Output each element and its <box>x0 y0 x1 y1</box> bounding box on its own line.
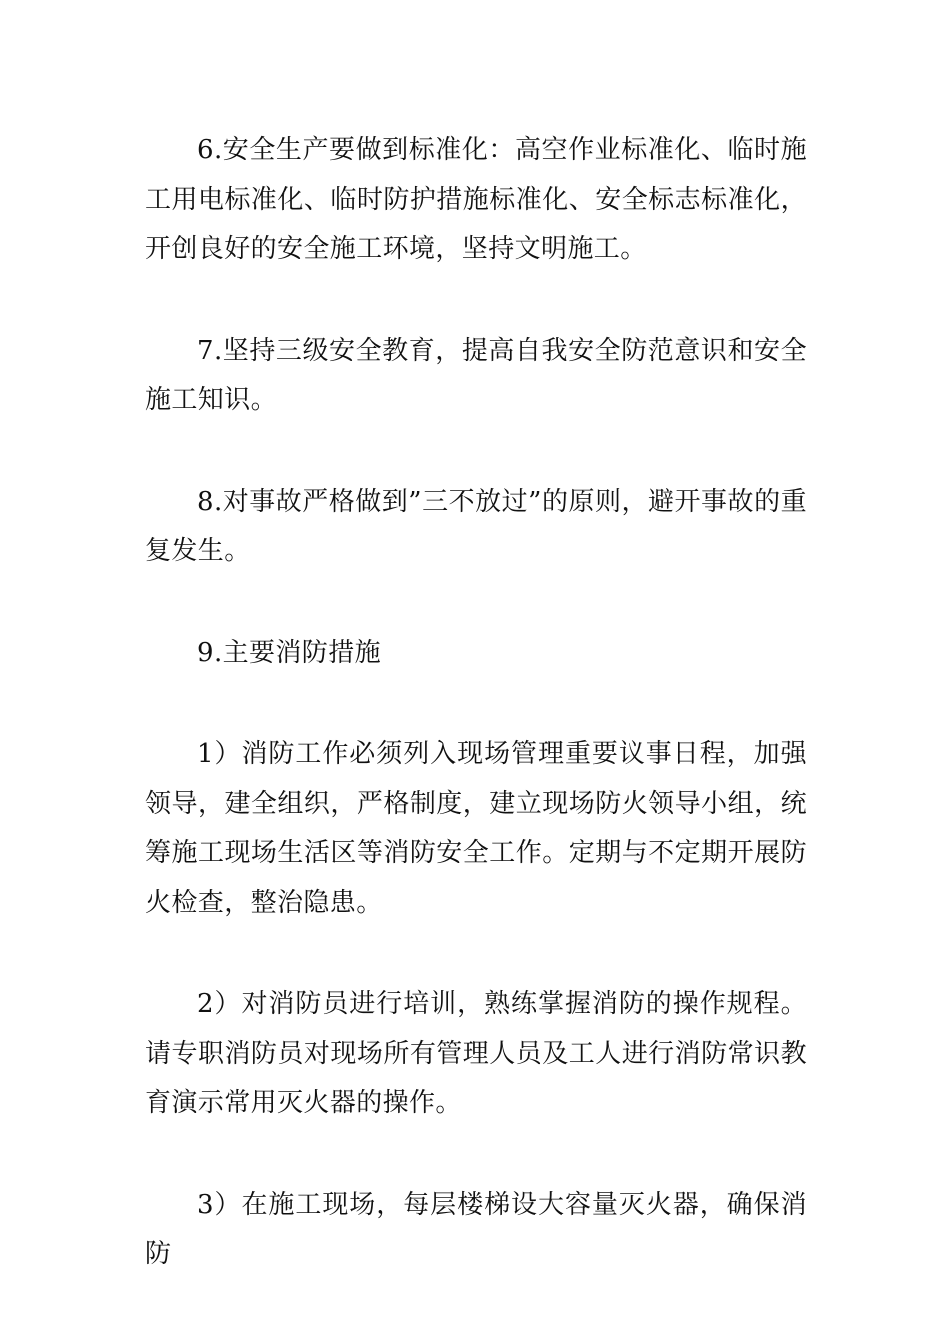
fire-measure-3: 3）在施工现场，每层楼梯设大容量灭火器，确保消防 <box>145 1189 807 1269</box>
paragraph-item-8: 8.对事故严格做到”三不放过”的原则，避开事故的重复发生。 <box>145 486 807 566</box>
paragraph-item-6: 6.安全生产要做到标准化：高空作业标准化、临时施工用电标准化、临时防护措施标准化、安全标志标准化，开创良好的安全施工环境，坚持文明施工。 <box>145 135 807 264</box>
document-body <box>145 126 807 1280</box>
fire-measure-1: 1）消防工作必须列入现场管理重要议事日程，加强领导，建全组织，严格制度，建立现场防火领导小组，统筹施工现场生活区等消防安全工作。定期与不定期开展防火检查，整治隐患。 <box>145 739 807 918</box>
section-heading-fire-measures: 9.主要消防措施 <box>197 637 382 668</box>
fire-measure-2: 2）对消防员进行培训，熟练掌握消防的操作规程。请专职消防员对现场所有管理人员及工人进行消防常识教育演示常用灭火器的操作。 <box>145 989 807 1118</box>
paragraph-item-7: 7.坚持三级安全教育，提高自我安全防范意识和安全施工知识。 <box>145 335 807 415</box>
